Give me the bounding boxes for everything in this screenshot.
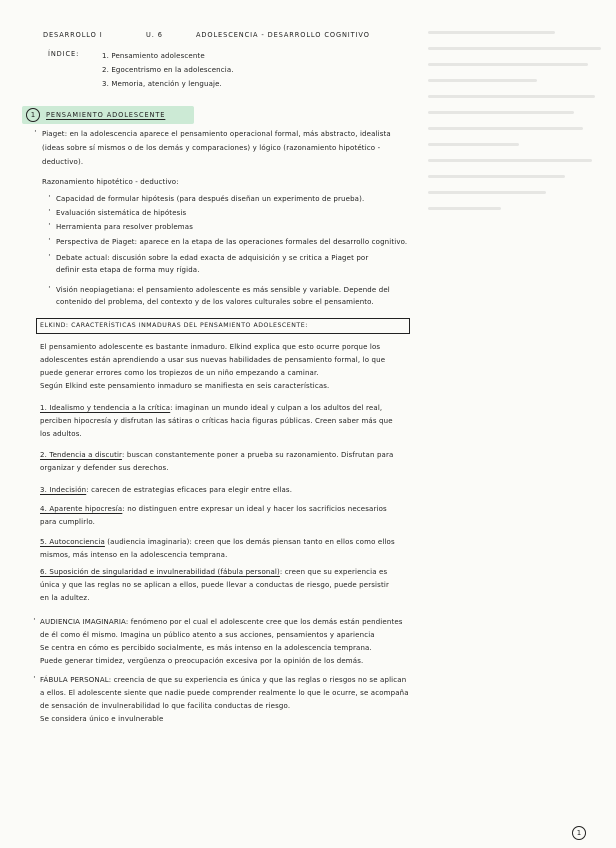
note-line: de sensación de invulnerabilidad lo que facilita conductas de riesgo. xyxy=(40,702,291,710)
note-line: AUDIENCIA IMAGINARIA: fenómeno por el cual el adolescente cree que los demás están pendientes xyxy=(40,618,403,626)
header-subject: DESARROLLO I xyxy=(43,31,103,39)
list-item: Debate actual: discusión sobre la edad exacta de adquisición y se critica a Piaget por xyxy=(56,254,369,262)
note-line: FÁBULA PERSONAL: creencia de que su experiencia es única y que las reglas o riesgos no se aplican xyxy=(40,676,407,684)
index-label: ÍNDICE: xyxy=(48,50,80,58)
trait-text: : no distinguen entre expresar un ideal y hacer los sacrificios necesarios xyxy=(122,505,387,513)
bullet: · xyxy=(48,283,52,293)
trait-text: : buscan constantemente poner a prueba su razonamiento. Disfrutan para xyxy=(121,451,394,459)
paragraph-line: adolescentes están aprendiendo a usar sus nuevas habilidades de pensamiento formal, lo que xyxy=(40,356,386,364)
list-item-continuation: definir esta etapa de forma muy rígida. xyxy=(56,266,200,274)
page-title: ADOLESCENCIA - DESARROLLO COGNITIVO xyxy=(196,31,370,39)
trait-title: 1. Idealismo y tendencia a la crítica xyxy=(40,404,171,412)
paragraph-line: El pensamiento adolescente es bastante inmaduro. Elkind explica que esto ocurre porque los xyxy=(40,343,381,351)
trait-4 xyxy=(40,505,387,514)
list-item: Capacidad de formular hipótesis (para después diseñan un experimento de prueba). xyxy=(56,195,365,203)
trait-title: 5. Autoconciencia xyxy=(40,538,105,546)
trait-text: mismos, más intenso en la adolescencia temprana. xyxy=(40,551,228,559)
list-item: Evaluación sistemática de hipótesis xyxy=(56,209,187,217)
paragraph-line: (ideas sobre sí mismos o de los demás y comparaciones) y lógico (razonamiento hipotético - xyxy=(42,144,381,152)
trait-5 xyxy=(40,538,395,547)
trait-title: 6. Suposición de singularidad e invulnerabilidad (fábula personal) xyxy=(40,568,280,576)
paragraph-line: deductivo). xyxy=(42,158,84,166)
trait-text: : imaginan un mundo ideal y culpan a los adultos del real, xyxy=(170,404,383,412)
note-line: a ellos. El adolescente siente que nadie puede comprender realmente lo que le ocurre, se acompaña xyxy=(40,689,409,697)
bleed-through-text xyxy=(428,18,610,248)
trait-6 xyxy=(40,568,387,577)
bullet: · xyxy=(33,673,37,683)
trait-title: 3. Indecisión xyxy=(40,486,87,494)
note-line: de él como él mismo. Imagina un público atento a sus acciones, pensamientos y apariencia xyxy=(40,631,375,639)
trait-text: para cumplirlo. xyxy=(40,518,96,526)
trait-title: 4. Aparente hipocresía xyxy=(40,505,123,513)
section-number: 1 xyxy=(26,108,40,122)
trait-2 xyxy=(40,451,393,460)
trait-text: organizar y defender sus derechos. xyxy=(40,464,169,472)
list-item: Herramienta para resolver problemas xyxy=(56,223,193,231)
trait-text: en la adultez. xyxy=(40,594,90,602)
trait-text: única y que las reglas no se aplican a ellos, puede llevar a conductas de riesgo, puede persistir xyxy=(40,581,389,589)
note-line: Puede generar timidez, vergüenza o preocupación excesiva por la opinión de los demás. xyxy=(40,657,364,665)
trait-text: (audiencia imaginaria): creen que los demás piensan tanto en ellos como ellos xyxy=(104,538,395,546)
bullet: · xyxy=(48,235,52,245)
trait-text: : creen que su experiencia es xyxy=(279,568,388,576)
bullet: · xyxy=(33,615,37,625)
section-title: PENSAMIENTO ADOLESCENTE xyxy=(46,111,166,119)
bullet: · xyxy=(34,127,38,137)
paragraph-line: Piaget: en la adolescencia aparece el pensamiento operacional formal, más abstracto, idealista xyxy=(42,130,391,138)
trait-text: : carecen de estrategias eficaces para elegir entre ellas. xyxy=(86,486,293,494)
elkind-title: ELKIND: CARACTERÍSTICAS INMADURAS DEL PENSAMIENTO ADOLESCENTE: xyxy=(40,322,308,329)
trait-text: los adultos. xyxy=(40,430,82,438)
list-item-continuation: contenido del problema, del contexto y de los valores culturales sobre el pensamiento. xyxy=(56,298,374,306)
bullet: · xyxy=(48,220,52,230)
index-item: 3. Memoria, atención y lenguaje. xyxy=(102,80,222,88)
trait-title: 2. Tendencia a discutir xyxy=(40,451,122,459)
bullet: · xyxy=(48,206,52,216)
note-line: Se centra en cómo es percibido socialmente, es más intenso en la adolescencia temprana. xyxy=(40,644,372,652)
header-unit: U. 6 xyxy=(146,31,163,39)
subheading: Razonamiento hipotético - deductivo: xyxy=(42,178,179,186)
paragraph-line: Según Elkind este pensamiento inmaduro se manifiesta en seis características. xyxy=(40,382,330,390)
page-number: 1 xyxy=(572,826,586,840)
paragraph-line: puede generar errores como los tropiezos de un niño empezando a caminar. xyxy=(40,369,319,377)
list-item: Perspectiva de Piaget: aparece en la etapa de las operaciones formales del desarrollo cognitivo. xyxy=(56,238,408,246)
trait-3 xyxy=(40,486,292,495)
list-item: Visión neopiagetiana: el pensamiento adolescente es más sensible y variable. Depende del xyxy=(56,286,390,294)
trait-text: perciben hipocresía y disfrutan las sátiras o críticas hacia figuras públicas. Creen saber más que xyxy=(40,417,393,425)
bullet: · xyxy=(48,192,52,202)
index-item: 2. Egocentrismo en la adolescencia. xyxy=(102,66,234,74)
note-line: Se considera único e invulnerable xyxy=(40,715,164,723)
bullet: · xyxy=(48,251,52,261)
index-item: 1. Pensamiento adolescente xyxy=(102,52,205,60)
trait-1 xyxy=(40,404,382,413)
